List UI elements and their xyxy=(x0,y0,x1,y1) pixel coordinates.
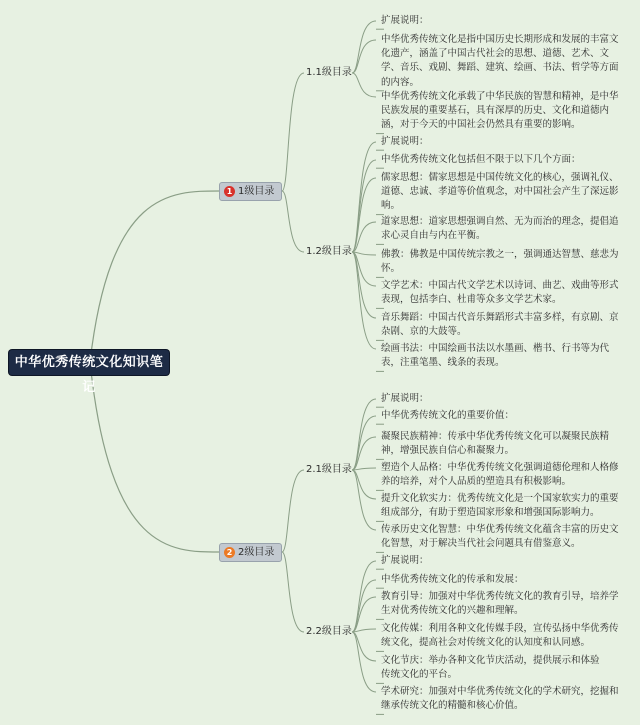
note-text xyxy=(381,622,619,650)
note-line: 养的培养，对个人品质的塑造具有积极影响。 xyxy=(381,476,572,488)
connector-l1-l2 xyxy=(282,191,304,252)
note-line: 统文化，提高社会对传统文化的认知度和认同感。 xyxy=(381,637,591,649)
topic-level1-1[interactable] xyxy=(219,182,282,201)
note-line: 神，增强民族自信心和凝聚力。 xyxy=(381,445,515,457)
note-line: 扩展说明： xyxy=(381,136,429,147)
note-line: 求心灵自由与内在平衡。 xyxy=(381,230,486,242)
note-line: 中华优秀传统文化的重要价值： xyxy=(381,410,515,421)
note-text xyxy=(381,171,619,214)
note-line: 佛教：佛教是中国传统宗教之一，强调通达智慧、慈悲为 xyxy=(381,249,619,260)
note-line: 学术研究：加强对中华优秀传统文化的学术研究，挖掘和 xyxy=(381,686,619,697)
topic-label: 2级目录 xyxy=(238,547,275,558)
note-line: 生对优秀传统文化的兴趣和理解。 xyxy=(381,605,524,617)
note-line: 中华优秀传统文化承载了中华民族的智慧和精神，是中华 xyxy=(381,91,619,102)
note-line: 文化节庆：举办各种文化节庆活动，提供展示和体验 xyxy=(381,655,600,666)
note-line: 提升文化软实力：优秀传统文化是一个国家软实力的重要 xyxy=(381,493,619,504)
note-text xyxy=(381,248,619,276)
note-line: 扩展说明： xyxy=(381,393,429,404)
priority-2-icon: 2 xyxy=(224,547,235,558)
note-line: 中华优秀传统文化是指中国历史长期形成和发展的丰富文 xyxy=(381,34,619,45)
note-line: 塑造个人品格：中华优秀传统文化强调道德伦理和人格修 xyxy=(381,462,619,473)
note-line: 民族发展的重要基石，具有深厚的历史、文化和道德内 xyxy=(381,105,610,117)
note-line: 响。 xyxy=(381,200,401,212)
note-line: 表现，包括李白、杜甫等众多文学艺术家。 xyxy=(381,294,562,306)
note-text xyxy=(381,215,619,243)
priority-1-icon: 1 xyxy=(224,186,235,197)
connector-root xyxy=(90,191,219,362)
note-text xyxy=(381,33,619,90)
note-line: 绘画书法：中国绘画书法以水墨画、楷书、行书等为代 xyxy=(381,343,610,354)
note-line: 表，注重笔墨、线条的表现。 xyxy=(381,357,505,369)
note-line: 道家思想：道家思想强调自然、无为而治的理念，提倡追 xyxy=(381,216,619,227)
note-text xyxy=(381,523,619,551)
note-text xyxy=(381,342,609,370)
note-line: 中华优秀传统文化的传承和发展： xyxy=(381,574,524,585)
connector-l2-note xyxy=(352,470,376,530)
note-line: 扩展说明： xyxy=(381,15,429,26)
note-line: 文学艺术：中国古代文学艺术以诗词、曲艺、戏曲等形式 xyxy=(381,280,619,291)
note-text xyxy=(381,135,429,149)
note-line: 音乐舞蹈：中国古代音乐舞蹈形式丰富多样，有京剧、京 xyxy=(381,312,619,323)
note-text xyxy=(381,311,619,339)
connector-l2-note xyxy=(352,561,376,632)
note-text xyxy=(381,461,619,489)
connector-l2-note xyxy=(352,252,376,349)
note-line: 组成部分，有助于塑造国家形象和增强国际影响力。 xyxy=(381,507,600,519)
connector-l1-l2 xyxy=(282,470,304,552)
connector-l2-note xyxy=(352,73,376,97)
connector-l1-l2 xyxy=(282,73,304,191)
note-line: 儒家思想：儒家思想是中国传统文化的核心，强调礼仪、 xyxy=(381,172,619,183)
connector-l1-l2 xyxy=(282,552,304,632)
note-line: 化遗产，涵盖了中国古代社会的思想、道德、艺术、文 xyxy=(381,48,610,60)
note-line: 涵，对于今天的中国社会仍然具有重要的影响。 xyxy=(381,119,581,131)
connector-root xyxy=(90,362,219,552)
note-text xyxy=(381,654,600,682)
note-text xyxy=(381,430,609,458)
note-text xyxy=(381,554,429,568)
note-text xyxy=(381,14,429,28)
note-text xyxy=(381,279,619,307)
note-line: 道德、忠诚、孝道等价值观念，对中国社会产生了深远影 xyxy=(381,186,619,198)
connector-l2-note xyxy=(352,468,376,470)
root-topic[interactable]: 中华优秀传统文化知识笔记 xyxy=(9,350,169,375)
note-line: 继承传统文化的精髓和核心价值。 xyxy=(381,700,524,712)
note-line: 凝聚民族精神：传承中华优秀传统文化可以凝聚民族精 xyxy=(381,431,610,442)
connector-l2-note xyxy=(352,632,376,692)
topic-level2-2-2[interactable]: 2.2级目录 xyxy=(306,626,352,637)
connector-l2-note xyxy=(352,222,376,252)
note-text xyxy=(381,573,524,587)
note-text xyxy=(381,492,619,520)
topic-level2-2-1[interactable]: 2.1级目录 xyxy=(306,464,352,475)
connector-l2-note xyxy=(352,142,376,252)
topic-level2-1-1[interactable]: 1.1级目录 xyxy=(306,67,352,78)
note-text xyxy=(381,685,619,713)
connector-l2-note xyxy=(352,399,376,470)
note-line: 传承历史文化智慧：中华优秀传统文化蕴含丰富的历史文 xyxy=(381,524,619,535)
note-line: 文化传媒：利用各种文化传媒手段，宣传弘扬中华优秀传 xyxy=(381,623,619,634)
note-line: 中华优秀传统文化包括但不限于以下几个方面： xyxy=(381,154,581,165)
note-line: 扩展说明： xyxy=(381,555,429,566)
topic-level1-2[interactable] xyxy=(219,543,282,562)
note-line: 的内容。 xyxy=(381,76,420,88)
note-line: 怀。 xyxy=(381,263,401,275)
topic-level2-1-2[interactable]: 1.2级目录 xyxy=(306,246,352,257)
topic-label: 1级目录 xyxy=(238,186,275,197)
note-line: 杂剧、京的大鼓等。 xyxy=(381,326,467,338)
note-text xyxy=(381,409,514,423)
note-text xyxy=(381,392,429,406)
note-text xyxy=(381,90,619,133)
note-text xyxy=(381,153,581,167)
note-line: 教育引导：加强对中华优秀传统文化的教育引导，培养学 xyxy=(381,591,619,602)
note-text xyxy=(381,590,619,618)
note-line: 化智慧，对于解决当代社会问题具有借鉴意义。 xyxy=(381,538,581,550)
note-line: 传统文化的平台。 xyxy=(381,669,458,681)
note-line: 学、音乐、戏剧、舞蹈、建筑、绘画、书法、哲学等方面 xyxy=(381,62,619,74)
